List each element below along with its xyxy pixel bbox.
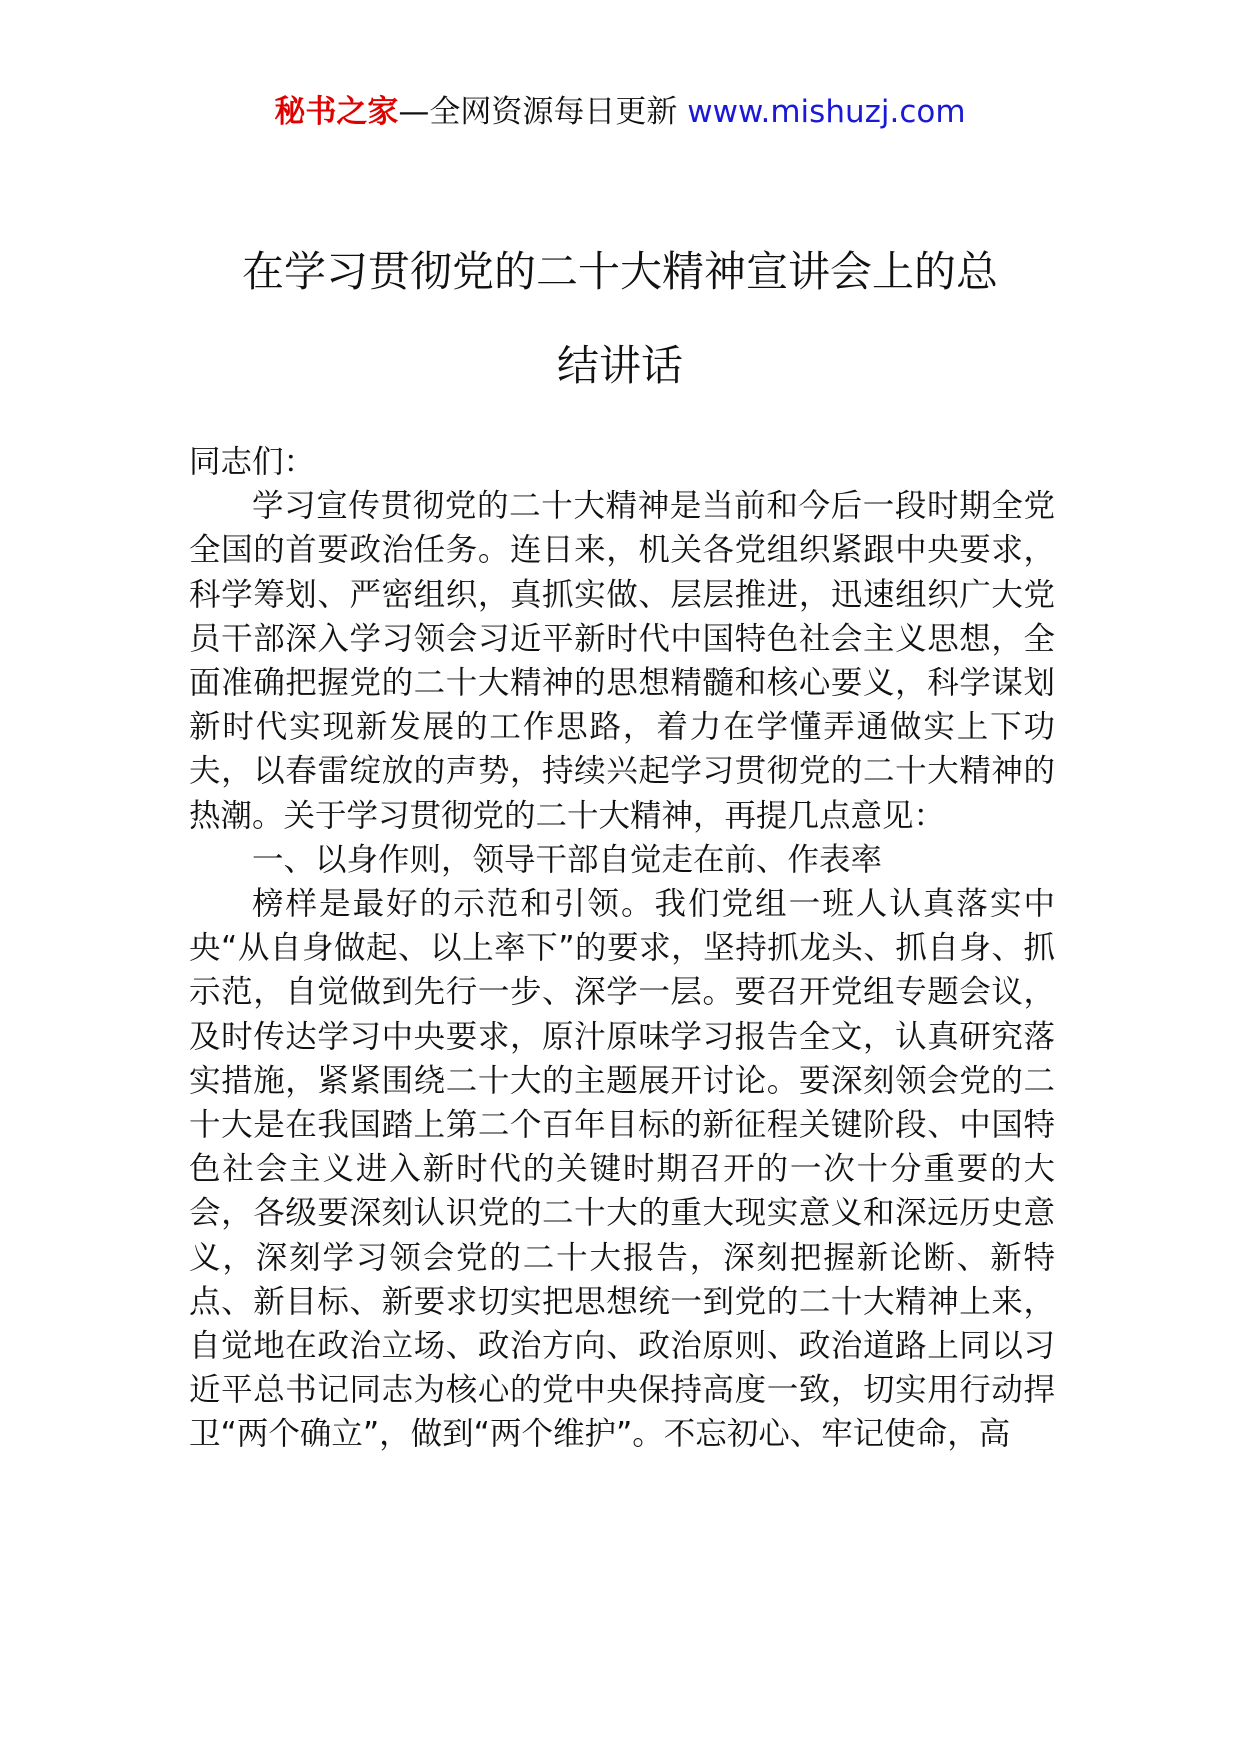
intro-paragraph: 学习宣传贯彻党的二十大精神是当前和今后一段时期全党全国的首要政治任务。连日来，机关各党组织紧跟中央要求，科学筹划、严密组织，真抓实做、层层推进，迅速组织广大党员干部深入学习领会习近平新时代中国特色社会主义思想，全面准确把握党的二十大精神的思想精髓和核心要义，科学谋划新时代实现新发展的工作思路，着力在学懂弄通做实上下功夫，以春雷绽放的声势，持续兴起学习贯彻党的二十大精神的热潮。关于学习贯彻党的二十大精神，再提几点意见：: [189, 488, 1055, 834]
salutation: 同志们：: [189, 444, 316, 480]
site-url-link[interactable]: www.mishuzj.com: [687, 94, 966, 130]
brand-name: 秘书之家: [274, 94, 399, 130]
document-title: [190, 225, 1050, 413]
section-1-paragraph: 榜样是最好的示范和引领。我们党组一班人认真落实中央“从自身做起、以上率下”的要求，坚持抓龙头、抓自身、抓示范，自觉做到先行一步、深学一层。要召开党组专题会议，及时传达学习中央要求，原汁原味学习报告全文，认真研究落实措施，紧紧围绕二十大的主题展开讨论。要深刻领会党的二十大是在我国踏上第二个百年目标的新征程关键阶段、中国特色社会主义进入新时代的关键时期召开的一次十分重要的大会，各级要深刻认识党的二十大的重大现实意义和深远历史意义，深刻学习领会党的二十大报告，深刻把握新论断、新特点、新目标、新要求切实把思想统一到党的二十大精神上来，自觉地在政治立场、政治方向、政治原则、政治道路上同以习近平总书记同志为核心的党中央保持高度一致，切实用行动捍卫“两个确立”，做到“两个维护”。不忘初心、牢记使命，高: [189, 886, 1055, 1453]
title-line-1: 在学习贯彻党的二十大精神宣讲会上的总: [241, 247, 998, 296]
header-tagline: —全网资源每日更新: [398, 94, 678, 130]
document-body: [189, 440, 1055, 1457]
title-line-2: 结讲话: [556, 341, 683, 390]
section-1-heading: 一、以身作则，领导干部自觉走在前、作表率: [252, 841, 883, 878]
site-header: [0, 92, 1240, 132]
